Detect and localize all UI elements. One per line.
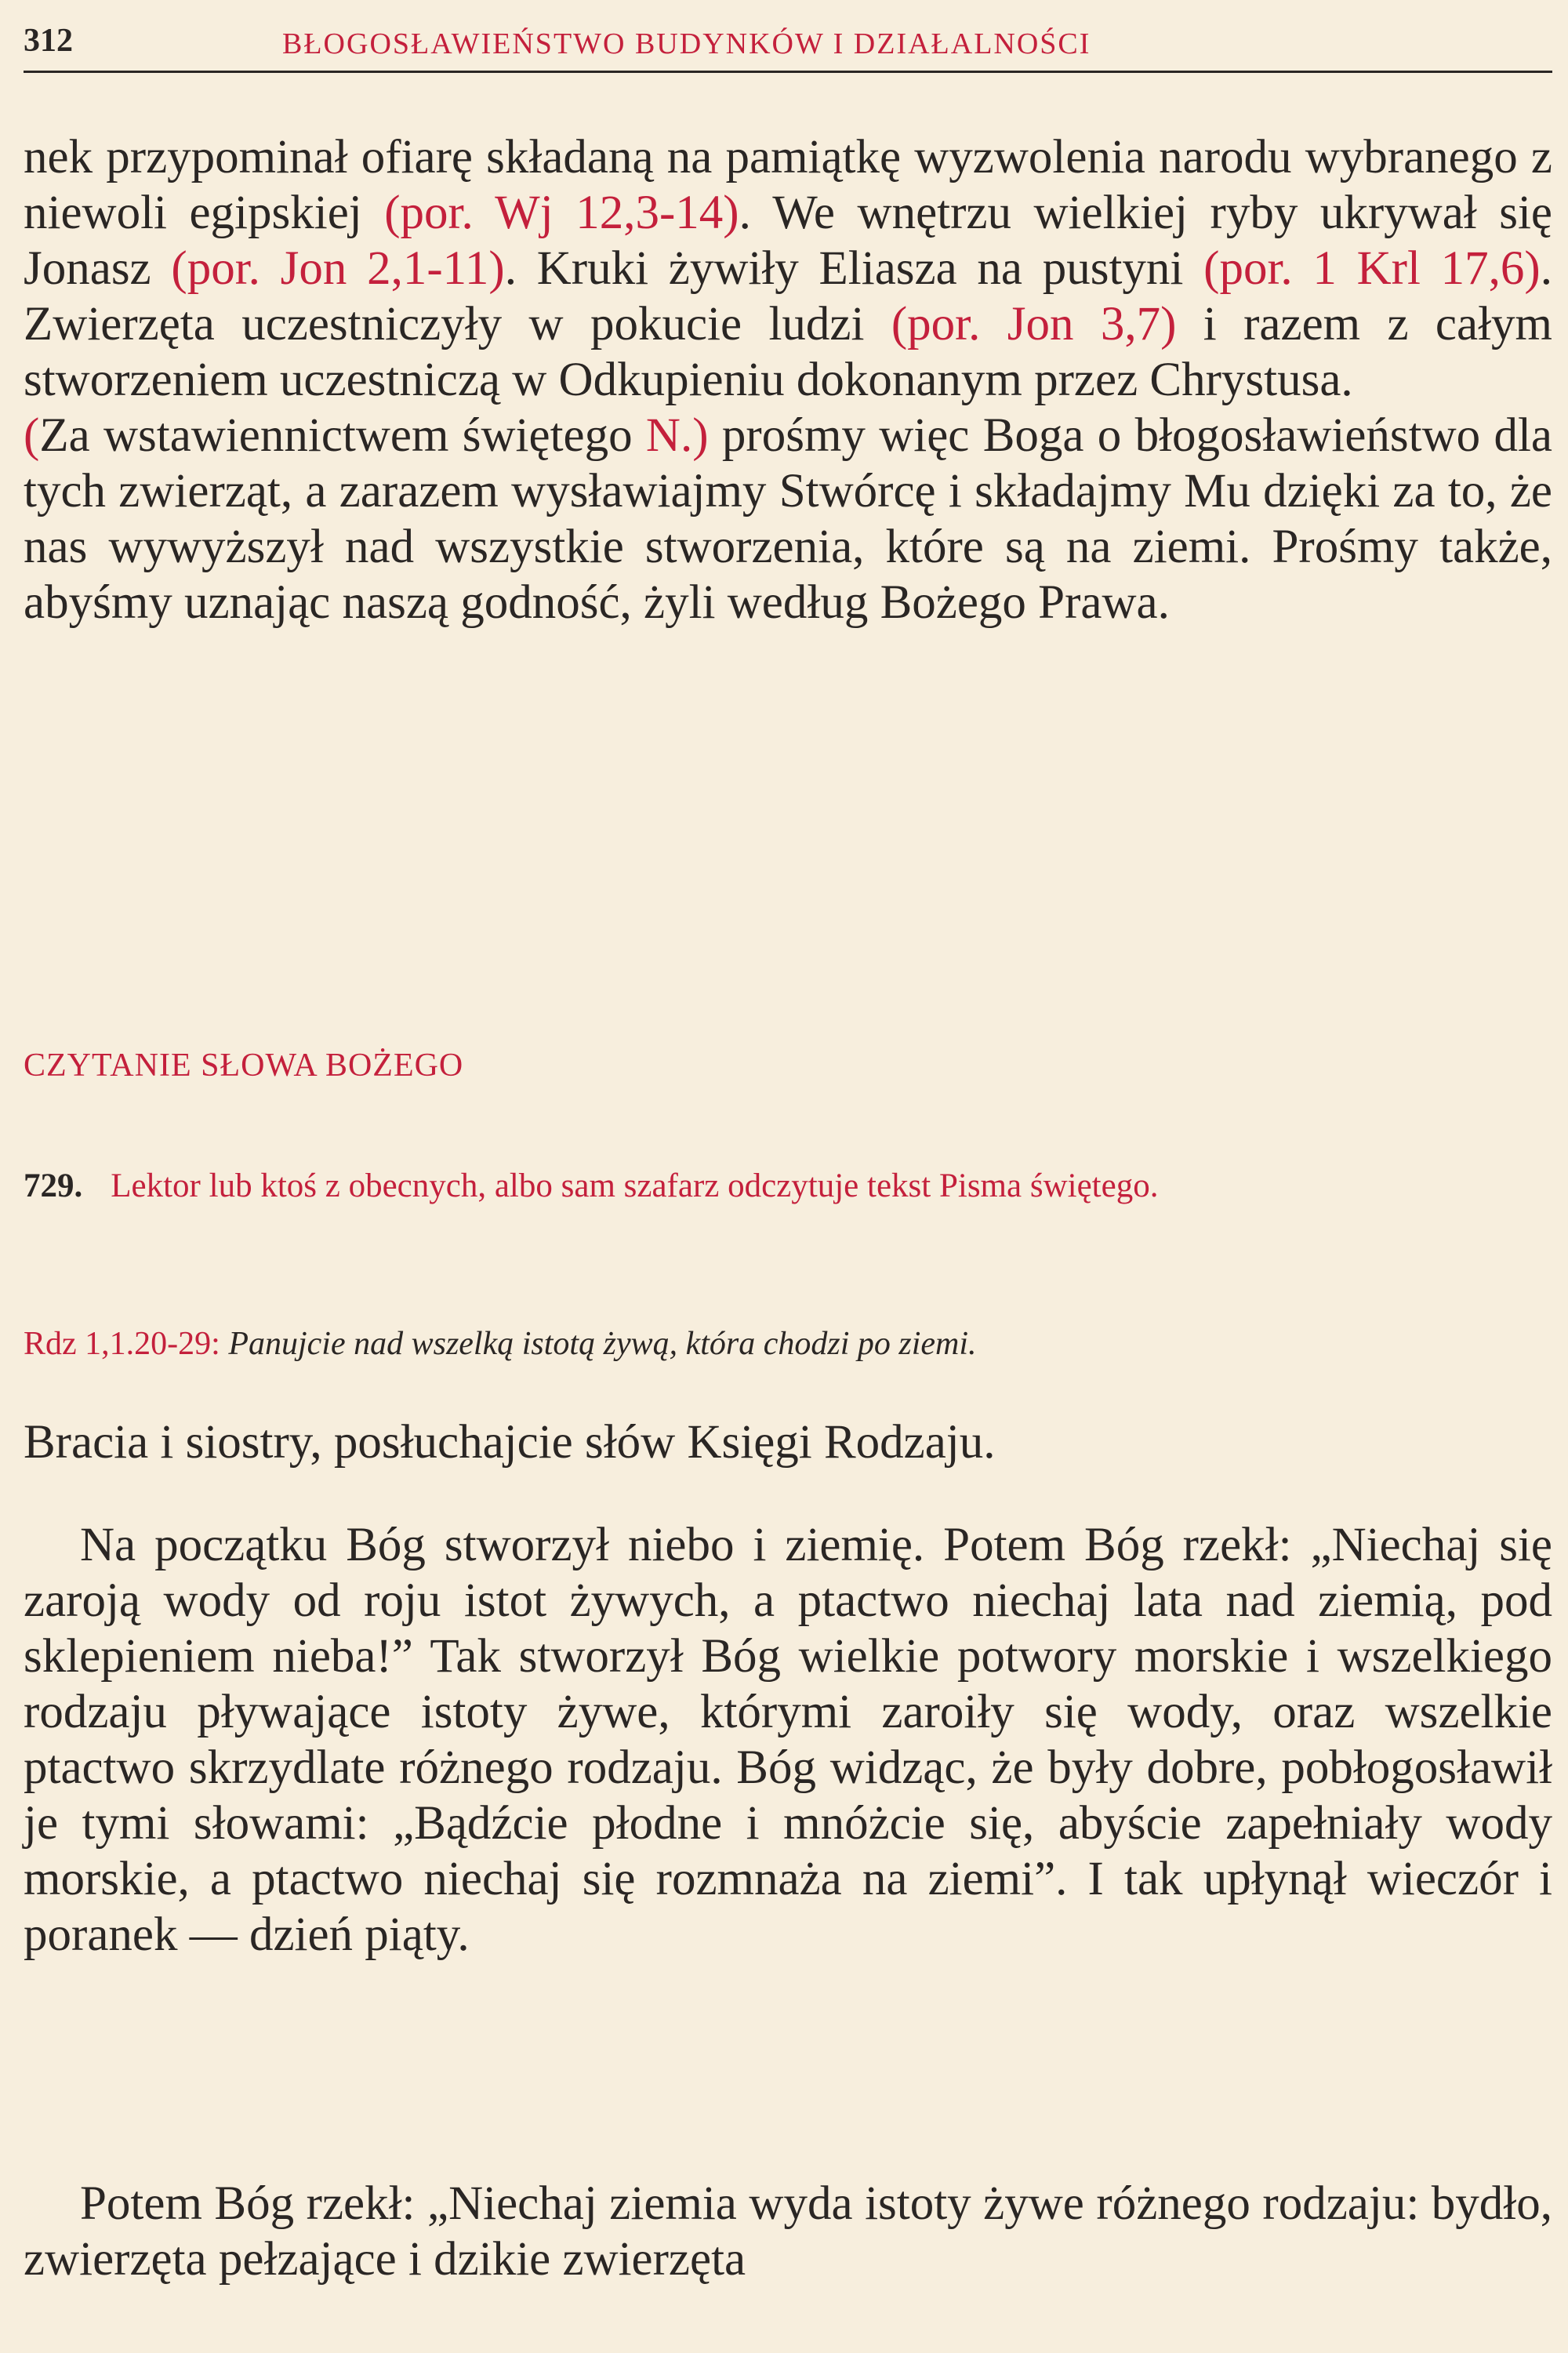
reading-intro: Bracia i siostry, posłuchajcie słów Księgi Rodzaju. xyxy=(24,1416,996,1469)
rubric-729 xyxy=(24,1164,1552,1207)
introduction-text xyxy=(24,129,1552,630)
scripture-reference: (por. Jon 2,1-11) xyxy=(171,242,505,295)
page-header xyxy=(24,20,1552,73)
text-run: . Zwierzęta uczestniczyły w pokucie ludzi xyxy=(24,242,1552,350)
reading-citation xyxy=(24,1325,977,1363)
citation-reference: Rdz 1,1.20-29: xyxy=(24,1326,220,1362)
paragraph-animals-in-scripture xyxy=(24,129,1552,408)
optional-close-paren: ) xyxy=(692,409,709,462)
reading-text-continued xyxy=(24,2176,1552,2287)
running-head: BŁOGOSŁAWIEŃSTWO BUDYNKÓW I DZIAŁALNOŚCI xyxy=(282,27,1091,60)
text-run: nek przypominał ofiarę składaną na pamiątkę wyzwolenia narodu wybranego z niewoli egipskiej xyxy=(24,131,1552,239)
rubric-instruction: Lektor lub ktoś z obecnych, albo sam szafarz odczytuje tekst Pisma świętego. xyxy=(111,1167,1159,1204)
reading-text xyxy=(24,1517,1552,1963)
reading-paragraph: Na początku Bóg stworzył niebo i ziemię. Potem Bóg rzekł: „Niechaj się zaroją wody od roju istot żywych, a ptactwo niechaj lata nad ziemią, pod sklepieniem nieba!” Tak stworzył Bóg wielkie potwory morskie i wszelkiego rodzaju pływające istoty żywe, którymi zaroiły się wody, oraz wszelkie ptactwo skrzydlate różnego rodzaju. Bóg widząc, że były dobre, pobłogosławił je tymi słowami: „Bądźcie płodne i mnóżcie się, abyście zapełniały wody morskie, a ptactwo niechaj się rozmnaża na ziemi”. I tak upłynął wieczór i poranek — dzień piąty. xyxy=(24,1519,1552,1961)
text-run: . We wnętrzu wielkiej ryby ukrywał się Jonasz xyxy=(24,187,1552,295)
section-heading: CZYTANIE SŁOWA BOŻEGO xyxy=(24,1048,464,1084)
scripture-reference: (por. Jon 3,7) xyxy=(891,298,1177,350)
text-run: i razem z całym stworzeniem uczestniczą w Odkupieniu dokonanym przez Chrystusa. xyxy=(24,298,1552,406)
reading-paragraph: Potem Bóg rzekł: „Niechaj ziemia wyda istoty żywe różnego rodzaju: bydło, zwierzęta pełzające i dzikie zwierzęta xyxy=(24,2177,1552,2286)
scripture-reference: (por. 1 Krl 17,6) xyxy=(1203,242,1541,295)
rubric-number: 729. xyxy=(24,1167,83,1204)
text-run: prośmy więc Boga o błogosławieństwo dla tych zwierząt, a zarazem wysławiajmy Stwórcę i składajmy Mu dzięki za to, że nas wywyższył nad wszystkie stworzenia, które są na ziemi. Prośmy także, abyśmy uznając naszą godność, żyli według Bożego Prawa. xyxy=(24,409,1552,629)
citation-title: Panujcie nad wszelką istotą żywą, która chodzi po ziemi. xyxy=(228,1326,977,1362)
paragraph-invitation-to-prayer xyxy=(24,408,1552,630)
page-number: 312 xyxy=(24,23,73,59)
optional-open-paren: ( xyxy=(24,409,40,462)
scripture-reference: (por. Wj 12,3-14) xyxy=(384,187,739,239)
text-run: . Kruki żywiły Eliasza na pustyni xyxy=(504,242,1204,295)
name-placeholder: N. xyxy=(645,409,693,462)
text-run: Za wstawiennictwem świętego xyxy=(39,409,646,462)
